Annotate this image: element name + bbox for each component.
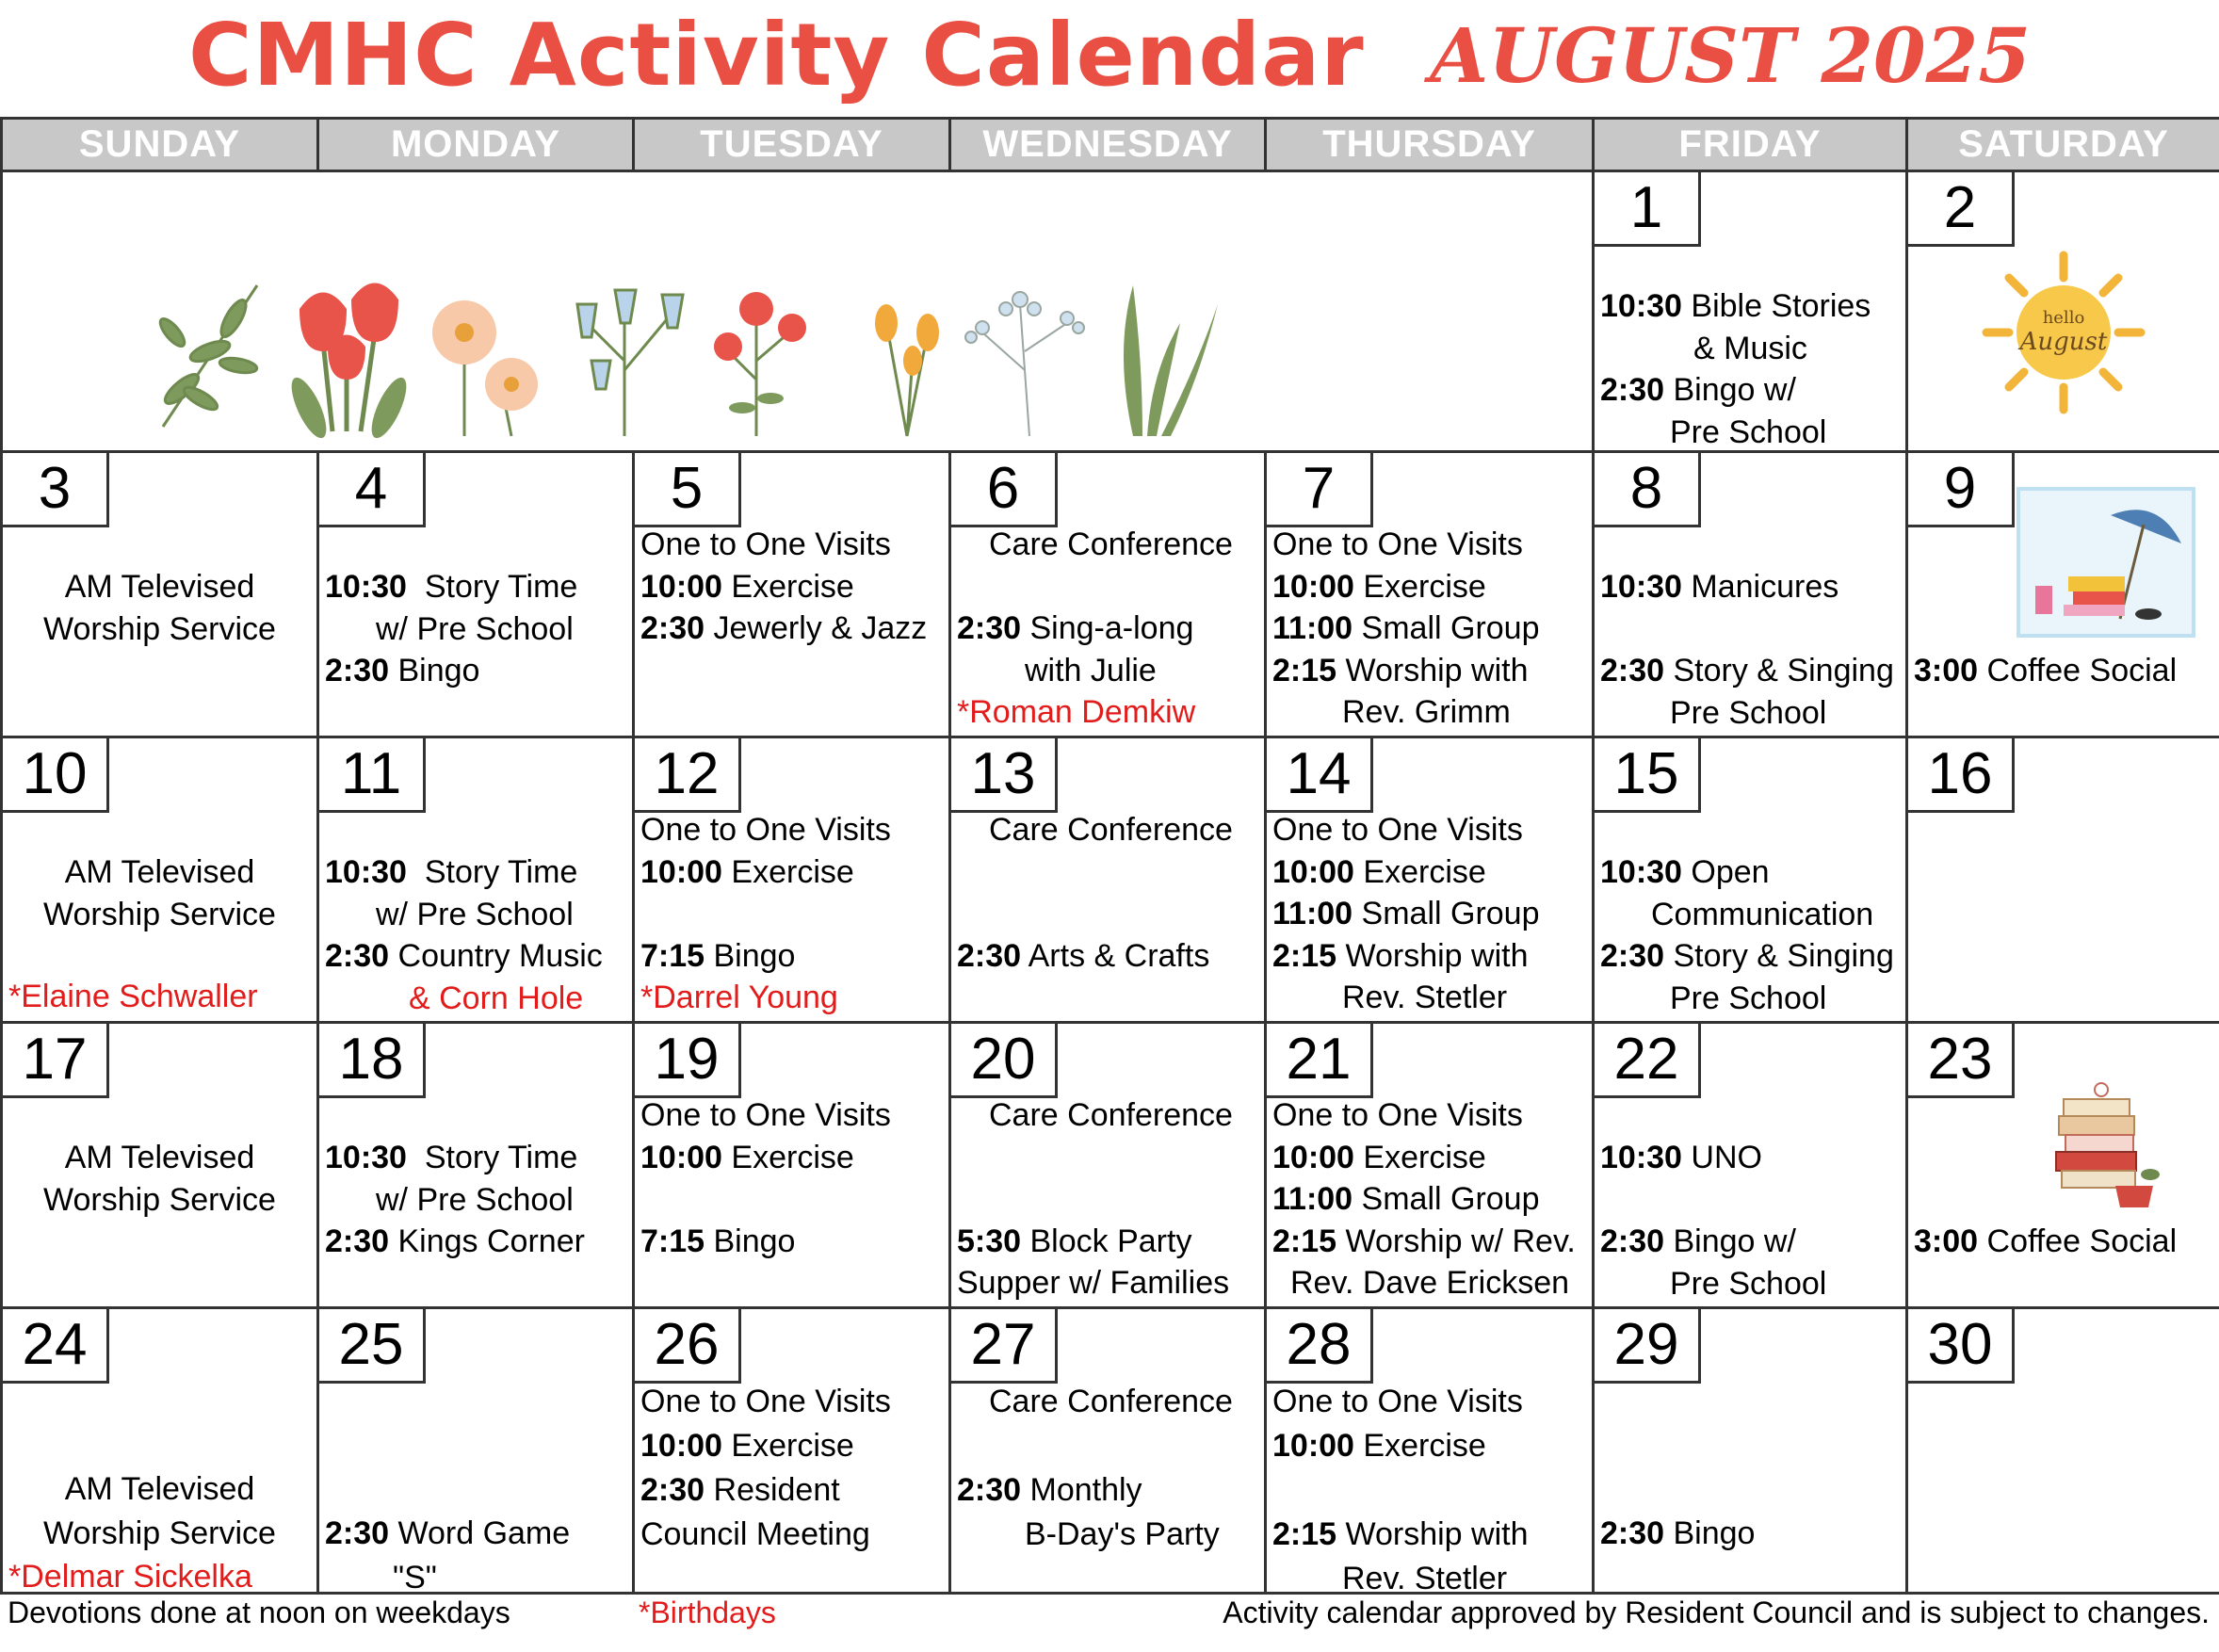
event-line: 10:00 Exercise (1272, 853, 1486, 890)
event-line: 10:30 UNO (1600, 1140, 1762, 1175)
event-line (951, 1178, 1264, 1221)
event-line: 3:00 Coffee Social (1914, 653, 2178, 688)
weekday-monday: MONDAY (318, 119, 634, 171)
day-number: 29 (1595, 1309, 1701, 1384)
day-number: 7 (1267, 453, 1373, 527)
day-number: 2 (1908, 172, 2015, 247)
event-line: 2:15 Worship with (1272, 1516, 1529, 1552)
orange-tulips-icon (875, 304, 939, 436)
event-line (1595, 608, 1905, 651)
event-line: 2:30 Arts & Crafts (957, 937, 1210, 974)
day-number: 20 (951, 1024, 1058, 1098)
day-events (1267, 1380, 1592, 1601)
weekday-friday: FRIDAY (1594, 119, 1907, 171)
sun-hello-text: hello (2042, 308, 2085, 328)
day-cell-12[interactable] (634, 737, 950, 1023)
day-events (3, 1137, 316, 1221)
day-cell-17[interactable] (2, 1023, 318, 1308)
event-line: Pre School (1670, 980, 1827, 1016)
event-line: w/ Pre School (376, 1181, 574, 1218)
weekday-wednesday: WEDNESDAY (950, 119, 1266, 171)
event-line: 2:30 Kings Corner (325, 1223, 585, 1259)
event-line (1595, 1179, 1905, 1222)
event-line: 7:15 Bingo (640, 1223, 796, 1259)
day-events (3, 1467, 316, 1556)
hello-august-sun-icon (1979, 248, 2148, 417)
day-number: 30 (1908, 1309, 2015, 1384)
week-row (2, 1023, 2219, 1308)
day-events (951, 809, 1264, 977)
day-cell-28[interactable] (1266, 1308, 1594, 1594)
day-number: 4 (319, 453, 426, 527)
day-cell-2[interactable] (1907, 171, 2219, 452)
day-cell-10[interactable] (2, 737, 318, 1023)
footer-approval-note: Activity calendar approved by Resident Council and is subject to changes. (1223, 1595, 2210, 1629)
event-line: 10:00 Exercise (1272, 1428, 1486, 1464)
event-line: & Music (1693, 330, 1807, 366)
event-line: Council Meeting (640, 1516, 870, 1552)
event-line: 10:00 Exercise (640, 568, 854, 605)
day-events (3, 566, 316, 650)
event-line: B-Day's Party (1025, 1516, 1220, 1552)
event-line: 10:30 Story Time (325, 1140, 578, 1175)
event-line: Supper w/ Families (957, 1265, 1230, 1301)
day-events (1595, 1137, 1905, 1304)
flower-banner-cell (2, 171, 1594, 452)
day-number: 24 (3, 1309, 109, 1384)
day-events (3, 1556, 316, 1598)
event-line: Rev. Dave Ericksen (1290, 1265, 1570, 1301)
day-events (1595, 285, 1905, 453)
day-cell-26[interactable] (634, 1308, 950, 1594)
day-cell-19[interactable] (634, 1023, 950, 1308)
footer (0, 1594, 2219, 1631)
event-line: 2:30 Jewerly & Jazz (640, 610, 928, 646)
day-cell-5[interactable] (634, 452, 950, 737)
event-line: 2:15 Worship w/ Rev. (1272, 1223, 1576, 1259)
event-line: w/ Pre School (376, 610, 574, 647)
day-number: 16 (1908, 738, 2015, 813)
event-line: Rev. Stetler (1342, 980, 1508, 1015)
day-cell-20[interactable] (950, 1023, 1266, 1308)
month-title: AUGUST 2025 (1430, 11, 2031, 100)
event-line (951, 851, 1264, 894)
event-line: AM Televised (64, 1471, 255, 1507)
event-line: with Julie (1025, 652, 1157, 688)
day-number: 9 (1908, 453, 2015, 527)
event-line: Pre School (1670, 1265, 1827, 1302)
day-events (1908, 650, 2219, 692)
books-teacup-icon (2045, 1080, 2167, 1212)
event-line: Care Conference (989, 526, 1233, 562)
event-line: "S" (393, 1560, 437, 1595)
event-line: 2:30 Story & Singing (1600, 653, 1894, 688)
sun-august-text: August (2019, 328, 2108, 356)
day-number: 10 (3, 738, 109, 813)
day-events (635, 524, 948, 650)
birthday-line: *Elaine Schwaller (8, 979, 258, 1014)
day-events (951, 524, 1264, 734)
day-number: 6 (951, 453, 1058, 527)
birthday-line: *Delmar Sickelka (8, 1559, 252, 1595)
day-cell-22[interactable] (1594, 1023, 1907, 1308)
event-line: 11:00 Small Group (1272, 896, 1540, 931)
event-line: One to One Visits (640, 1097, 891, 1133)
event-line: 10:30 Manicures (1600, 569, 1839, 605)
event-line: 10:00 Exercise (640, 853, 854, 890)
day-events (951, 1094, 1264, 1304)
event-line: 2:30 Bingo (1600, 1515, 1756, 1551)
day-cell-13[interactable] (950, 737, 1266, 1023)
day-number: 5 (635, 453, 741, 527)
event-line: 10:00 Exercise (1272, 568, 1486, 605)
day-cell-11[interactable] (318, 737, 634, 1023)
footer-devotions-note: Devotions done at noon on weekdays (8, 1595, 510, 1629)
birthday-line: *Darrel Young (640, 980, 838, 1015)
event-line: 10:30 Story Time (325, 854, 578, 890)
event-line: 2:30 Resident (640, 1472, 840, 1508)
event-line: Pre School (1670, 413, 1827, 450)
day-events (1595, 566, 1905, 734)
day-cell-21[interactable] (1266, 1023, 1594, 1308)
event-line: One to One Visits (1272, 1097, 1523, 1133)
day-number: 11 (319, 738, 426, 813)
event-line (635, 1178, 948, 1221)
week-row (2, 171, 2219, 452)
event-line: One to One Visits (640, 812, 891, 848)
event-line: Care Conference (989, 1097, 1233, 1133)
footer-birthdays-legend: *Birthdays (639, 1595, 776, 1629)
day-cell-18[interactable] (318, 1023, 634, 1308)
event-line: 2:15 Worship with (1272, 652, 1529, 688)
baby-breath-icon (965, 292, 1084, 436)
day-events (1267, 809, 1592, 1019)
day-cell-15[interactable] (1594, 737, 1907, 1023)
day-number: 15 (1595, 738, 1701, 813)
event-line: One to One Visits (1272, 526, 1523, 562)
day-cell-25[interactable] (318, 1308, 634, 1594)
day-events (3, 976, 316, 1018)
day-cell-23[interactable] (1907, 1023, 2219, 1308)
event-line (951, 893, 1264, 935)
event-line: Worship Service (43, 1181, 276, 1218)
day-number: 14 (1267, 738, 1373, 813)
day-number: 17 (3, 1024, 109, 1098)
event-line: 2:15 Worship with (1272, 937, 1529, 974)
calendar-title: CMHC Activity Calendar (188, 5, 1365, 105)
weekday-tuesday: TUESDAY (634, 119, 950, 171)
event-line: AM Televised (64, 1140, 255, 1175)
day-cell-24[interactable] (2, 1308, 318, 1594)
event-line: 2:30 Story & Singing (1600, 938, 1894, 974)
event-line (951, 1137, 1264, 1179)
day-cell-3[interactable] (2, 452, 318, 737)
day-number: 26 (635, 1309, 741, 1384)
event-line: One to One Visits (640, 526, 891, 562)
day-events (1595, 851, 1905, 1019)
day-events (635, 1094, 948, 1262)
red-rosebuds-icon (714, 292, 806, 436)
day-number: 18 (319, 1024, 426, 1098)
event-line (1267, 1468, 1592, 1513)
red-tulips-icon (284, 283, 413, 443)
day-cell-29[interactable] (1594, 1308, 1907, 1594)
day-events (1595, 1512, 1905, 1556)
event-line: Pre School (1670, 694, 1827, 731)
day-cell-30[interactable] (1907, 1308, 2219, 1594)
day-cell-8[interactable] (1594, 452, 1907, 737)
event-line: 10:30 Bible Stories (1600, 288, 1871, 324)
event-line: Rev. Grimm (1342, 694, 1511, 730)
blue-bellflowers-icon (577, 290, 683, 436)
beach-umbrella-icon (2017, 487, 2195, 638)
day-number: 23 (1908, 1024, 2015, 1098)
day-cell-9[interactable] (1907, 452, 2219, 737)
week-row (2, 452, 2219, 737)
peach-daisies-icon (432, 300, 538, 436)
event-line: Care Conference (989, 1384, 1233, 1419)
event-line: 10:00 Exercise (640, 1428, 854, 1464)
day-number: 21 (1267, 1024, 1373, 1098)
event-line: One to One Visits (640, 1384, 891, 1419)
event-line: 2:30 Bingo w/ (1600, 1223, 1796, 1259)
event-line: 10:30 Open (1600, 854, 1770, 890)
day-number: 12 (635, 738, 741, 813)
event-line: One to One Visits (1272, 1384, 1523, 1419)
day-events (319, 1137, 632, 1263)
event-line: 5:30 Block Party (957, 1223, 1192, 1259)
event-line: Worship Service (43, 1515, 276, 1551)
event-line: & Corn Hole (409, 980, 584, 1016)
weekday-thursday: THURSDAY (1266, 119, 1594, 171)
event-line: 2:30 Sing-a-long (957, 610, 1194, 646)
day-number: 3 (3, 453, 109, 527)
day-cell-6[interactable] (950, 452, 1266, 737)
event-line: 2:30 Country Music (325, 938, 603, 974)
event-line: 11:00 Small Group (1272, 1181, 1540, 1217)
day-number: 19 (635, 1024, 741, 1098)
event-line: Care Conference (989, 812, 1233, 848)
day-number: 22 (1595, 1024, 1701, 1098)
day-cell-7[interactable] (1266, 452, 1594, 737)
day-number: 13 (951, 738, 1058, 813)
event-line: 2:30 Bingo w/ (1600, 372, 1796, 408)
event-line: Communication (1651, 896, 1874, 932)
event-line: 2:30 Monthly (957, 1472, 1142, 1508)
event-line: 10:00 Exercise (640, 1139, 854, 1175)
event-line: AM Televised (64, 854, 255, 890)
leafy-branch-icon (156, 285, 258, 427)
day-events (951, 1380, 1264, 1557)
day-events (1267, 524, 1592, 734)
day-number: 8 (1595, 453, 1701, 527)
week-row (2, 737, 2219, 1023)
day-cell-27[interactable] (950, 1308, 1266, 1594)
day-number: 1 (1595, 172, 1701, 247)
day-number: 25 (319, 1309, 426, 1384)
week-row (2, 1308, 2219, 1594)
day-events (3, 851, 316, 935)
event-line: 10:00 Exercise (1272, 1139, 1486, 1175)
day-number: 27 (951, 1309, 1058, 1384)
day-cell-1[interactable] (1594, 171, 1907, 452)
weekday-sunday: SUNDAY (2, 119, 318, 171)
event-line: Worship Service (43, 610, 276, 647)
event-line: 11:00 Small Group (1272, 610, 1540, 646)
event-line (635, 893, 948, 935)
day-events (319, 851, 632, 1019)
event-line: One to One Visits (1272, 812, 1523, 848)
event-line: AM Televised (64, 569, 255, 605)
event-line: 10:30 Story Time (325, 569, 578, 605)
day-events (1267, 1094, 1592, 1304)
event-line (951, 1424, 1264, 1468)
event-line (951, 566, 1264, 608)
day-events (319, 1512, 632, 1600)
weekday-saturday: SATURDAY (1907, 119, 2219, 171)
event-line: 3:00 Coffee Social (1914, 1223, 2178, 1259)
calendar-grid (0, 117, 2219, 1595)
day-events (1908, 1221, 2219, 1263)
day-events (319, 566, 632, 692)
day-number: 28 (1267, 1309, 1373, 1384)
day-cell-4[interactable] (318, 452, 634, 737)
day-events (635, 1380, 948, 1557)
green-leaves-icon (1124, 285, 1218, 436)
event-line: w/ Pre School (376, 896, 574, 932)
day-events (635, 809, 948, 1019)
event-line: Rev. Stetler (1342, 1561, 1508, 1596)
event-line: 2:30 Bingo (325, 653, 480, 688)
event-line: 2:30 Word Game (325, 1515, 571, 1551)
event-line: 7:15 Bingo (640, 937, 796, 974)
event-line: Worship Service (43, 896, 276, 932)
day-cell-14[interactable] (1266, 737, 1594, 1023)
flowers-illustration (116, 267, 1434, 445)
day-cell-16[interactable] (1907, 737, 2219, 1023)
weekday-header-row (2, 119, 2219, 171)
birthday-line: *Roman Demkiw (957, 694, 1196, 730)
